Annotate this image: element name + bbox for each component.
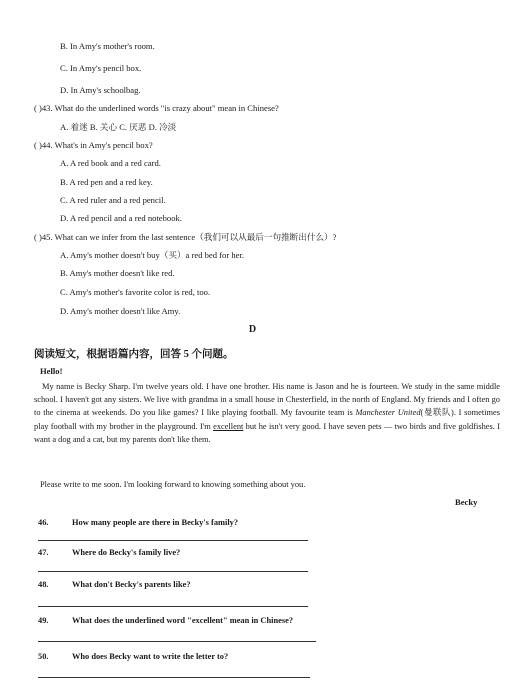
q45-stem: ( )45. What can we infer from the last sentence（我们可以从最后一句推断出什么）? bbox=[34, 232, 337, 242]
question-text: What does the underlined word "excellent" mean in Chinese? bbox=[72, 616, 294, 625]
letter-greeting: Hello! bbox=[40, 366, 63, 376]
question-number: 46. bbox=[38, 518, 49, 527]
answer-line-50[interactable] bbox=[38, 677, 310, 678]
answer-line-46[interactable] bbox=[38, 540, 308, 541]
team-note: (曼联队) bbox=[420, 408, 454, 418]
question-text: Where do Becky's family live? bbox=[72, 548, 181, 557]
passage-paragraph-1 bbox=[34, 380, 500, 446]
q45-option-a: A. Amy's mother doesn't buy（买）a red bed for her. bbox=[60, 250, 245, 260]
favourite-team: Manchester United bbox=[355, 408, 421, 418]
q44-option-d: D. A red pencil and a red notebook. bbox=[60, 213, 182, 223]
question-number: 49. bbox=[38, 616, 49, 625]
letter-signature: Becky bbox=[455, 497, 478, 507]
passage-text-c: but he isn't very good. I have seven pets — two birds and five goldfishes. I want a dog and a cat, but my parents don't like them. bbox=[34, 421, 500, 444]
q44-option-c: C. A red ruler and a red pencil. bbox=[60, 195, 166, 205]
reading-instruction: 阅读短文，根据语篇内容，回答 5 个问题。 bbox=[34, 349, 234, 360]
question-number: 47. bbox=[38, 548, 49, 557]
q45-option-b: B. Amy's mother doesn't like red. bbox=[60, 268, 175, 278]
q45-option-d: D. Amy's mother doesn't like Amy. bbox=[60, 306, 181, 316]
q44-option-a: A. A red book and a red card. bbox=[60, 158, 161, 168]
answer-line-47[interactable] bbox=[38, 571, 308, 572]
question-text: How many people are there in Becky's family? bbox=[72, 518, 239, 527]
q45-option-c: C. Amy's mother's favorite color is red, too. bbox=[60, 287, 211, 297]
q42-option-b: B. In Amy's mother's room. bbox=[60, 41, 155, 51]
q43-options: A. 着迷 B. 关心 C. 厌恶 D. 冷淡 bbox=[60, 122, 177, 132]
question-text: What don't Becky's parents like? bbox=[72, 580, 191, 589]
question-47 bbox=[38, 547, 180, 558]
question-text: Who does Becky want to write the letter to? bbox=[72, 652, 229, 661]
question-50 bbox=[38, 651, 228, 662]
question-48 bbox=[38, 579, 191, 590]
question-49 bbox=[38, 615, 293, 626]
question-number: 48. bbox=[38, 580, 49, 589]
q44-option-b: B. A red pen and a red key. bbox=[60, 177, 153, 187]
passage-text-b: . I sometimes play football with my brother in the playground. I'm bbox=[34, 408, 500, 431]
question-number: 50. bbox=[38, 652, 49, 661]
q44-stem: ( )44. What's in Amy's pencil box? bbox=[34, 140, 153, 150]
q43-stem: ( )43. What do the underlined words "is crazy about" mean in Chinese? bbox=[34, 103, 279, 113]
underlined-word-excellent: excellent bbox=[213, 421, 244, 431]
question-46 bbox=[38, 517, 238, 528]
answer-line-48[interactable] bbox=[38, 606, 308, 607]
passage-paragraph-2: Please write to me soon. I'm looking forward to knowing something about you. bbox=[40, 480, 306, 489]
passage-text-a: My name is Becky Sharp. I'm twelve years old. I have one brother. His name is Jason and he is fourteen. We study in the same middle school. I haven't got any sisters. We live with grandma in a small house in Chesterfield, in the north of England. My friends and I often go to the cinema at weekends. Do you like games? I like playing football. My favourite team is bbox=[34, 382, 500, 418]
answer-line-49[interactable] bbox=[38, 641, 316, 642]
section-letter: D bbox=[248, 324, 257, 335]
q42-option-d: D. In Amy's schoolbag. bbox=[60, 85, 141, 95]
q42-option-c: C. In Amy's pencil box. bbox=[60, 63, 142, 73]
